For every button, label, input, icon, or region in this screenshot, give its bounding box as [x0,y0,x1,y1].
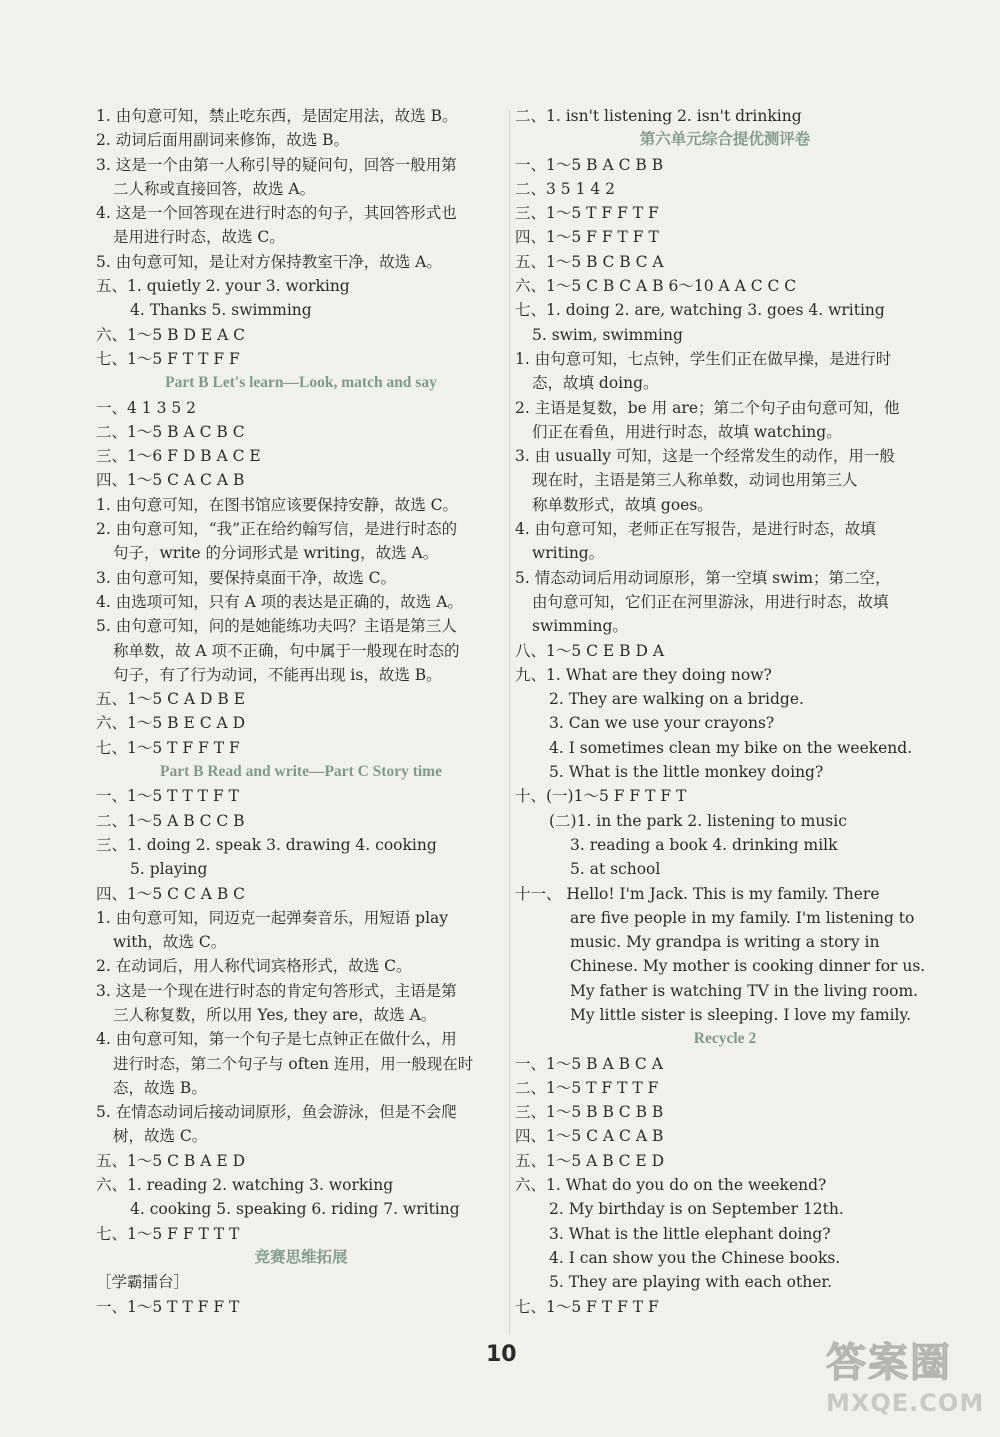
answer-line: writing。 [532,544,605,563]
answer-line: 3. 这是一个由第一人称引导的疑问句，回答一般用第 [96,155,457,174]
answer-line: 3. 由 usually 可知，这是一个经常发生的动作，用一般 [515,447,895,466]
answer-line: 九、1. What are they doing now? [515,665,772,684]
answer-line: 4. 这是一个回答现在进行时态的句子，其回答形式也 [96,204,457,223]
answer-line: 五、1～5 B C B C A [515,252,664,271]
answer-line: 称单数，故 A 项不正确，句中属于一般现在时态的 [113,641,460,660]
answer-line: swimming。 [532,617,628,636]
answer-line: 六、1. reading 2. watching 3. working [96,1176,394,1195]
answer-line: 二、1～5 T F T T F [515,1078,659,1097]
answer-line: 是用进行时态，故选 C。 [113,228,285,247]
page-number: 10 [486,1342,517,1367]
answer-line: 2. 主语是复数，be 用 are；第二个句子由句意可知，他 [515,398,900,417]
answer-line: 5. What is the little monkey doing? [549,763,824,782]
answer-line: 1. 由句意可知，七点钟，学生们正在做早操，是进行时 [515,349,892,368]
answer-line: My little sister is sleeping. I love my family. [570,1005,912,1024]
answer-line: 三、1～5 T F F T F [515,204,659,223]
watermark-url: MXQE.COM [826,1389,985,1417]
answer-line: 2. 在动词后，用人称代词宾格形式，故选 C。 [96,957,412,976]
answer-line: 4. Thanks 5. swimming [130,301,312,320]
answer-line: 5. 在情态动词后接动词原形，鱼会游泳，但是不会爬 [96,1103,457,1122]
answer-line: 4. 由句意可知，第一个句子是七点钟正在做什么，用 [96,1030,457,1049]
answer-line: 4. cooking 5. speaking 6. riding 7. writing [130,1200,460,1219]
answer-line: 们正在看鱼，用进行时态，故填 watching。 [532,422,842,441]
section-heading: 竞赛思维拓展 [254,1248,348,1266]
answer-line: 一、1～5 T T F F T [96,1297,240,1316]
answer-line: 2. 由句意可知，“我”正在给约翰写信，是进行时态的 [96,520,458,539]
answer-line: 5. They are playing with each other. [549,1273,833,1292]
answer-line: 称单数形式，故填 goes。 [532,495,713,514]
answer-line: 3. 这是一个现在进行时态的肯定句答形式，主语是第 [96,981,457,1000]
answer-line: 3. reading a book 4. drinking milk [570,835,838,854]
answer-line: 六、1～5 B D E A C [96,325,246,344]
answer-line: 2. 动词后面用副词来修饰，故选 B。 [96,131,350,150]
answer-line: with，故选 C。 [113,933,227,952]
watermark-title: 答案圈 [826,1340,952,1386]
answer-line: 1. 由句意可知，禁止吃东西，是固定用法，故选 B。 [96,107,458,125]
answer-line: 2. My birthday is on September 12th. [549,1200,844,1219]
answer-line: 2. They are walking on a bridge. [549,690,804,709]
answer-line: 十一、 Hello! I'm Jack. This is my family. There [515,884,880,903]
section-heading: Part B Let's learn—Look, match and say [165,374,437,392]
answer-line: 七、1～5 F T F T F [515,1297,659,1316]
answer-line: 七、1～5 T F F T F [96,738,240,757]
answer-line: 五、1. quietly 2. your 3. working [96,277,350,296]
answer-line: 三、1. doing 2. speak 3. drawing 4. cooking [96,835,437,854]
answer-line: 一、1～5 B A C B B [515,155,664,174]
answer-line: 进行时态，第二个句子与 often 连用，用一般现在时 [113,1054,474,1073]
answer-line: 一、1～5 B A B C A [515,1054,663,1073]
answer-line: 5. at school [570,860,661,879]
section-heading: Part B Read and write—Part C Story time [160,763,442,781]
answer-line: 六、1～5 C B C A B 6～10 A A C C C [515,277,797,296]
watermark-logo [826,1338,992,1430]
answer-line: 五、1～5 C B A E D [96,1151,246,1170]
answer-line: ［学霸擂台］ [96,1273,190,1292]
answer-line: 3. 由句意可知，要保持桌面干净，故选 C。 [96,568,397,587]
answer-line: 5. swim, swimming [532,325,683,344]
answer-line: 八、1～5 C E B D A [515,641,665,660]
right-column [515,104,935,1319]
answer-line: 七、1～5 F F T T T [96,1224,240,1243]
answer-line: 由句意可知，它们正在河里游泳，用进行时态，故填 [532,592,889,611]
section-heading: 第六单元综合提优测评卷 [639,131,811,149]
answer-line: 六、1. What do you do on the weekend? [515,1176,827,1195]
answer-line: 三、1～5 B B C B B [515,1103,664,1122]
answer-line: 三人称复数，所以用 Yes, they are，故选 A。 [113,1005,437,1024]
answer-line: 二、1～5 B A C B C [96,422,245,441]
answer-line: 5. playing [130,860,208,879]
answer-line: 句子，write 的分词形式是 writing，故选 A。 [113,544,439,563]
answer-line: 5. 情态动词后用动词原形，第一空填 swim；第二空， [515,568,891,587]
answer-line: 六、1～5 B E C A D [96,714,246,733]
answer-line: 一、4 1 3 5 2 [96,398,197,417]
answer-line: 3. What is the little elephant doing? [549,1224,831,1243]
answer-line: 现在时，主语是第三人称单数，动词也用第三人 [532,471,858,490]
answer-line: music. My grandpa is writing a story in [570,933,880,952]
answer-line: 1. 由句意可知，同迈克一起弹奏音乐，用短语 play [96,908,449,927]
answer-line: 4. I can show you the Chinese books. [549,1248,841,1267]
answer-line: 二人称或直接回答，故选 A。 [113,179,316,198]
answer-line: 五、1～5 C A D B E [96,690,246,709]
answer-line: 1. 由句意可知，在图书馆应该要保持安静，故选 C。 [96,495,459,514]
answer-line: Chinese. My mother is cooking dinner for us. [570,957,926,976]
answer-line: 四、1～5 C A C A B [515,1127,664,1146]
answer-line: 4. 由句意可知，老师正在写报告，是进行时态，故填 [515,520,876,539]
answer-line: 五、1～5 A B C E D [515,1151,665,1170]
answer-line: 二、1. isn't listening 2. isn't drinking [515,107,802,125]
answer-line: 4. 由选项可知，只有 A 项的表达是正确的，故选 A。 [96,592,463,611]
answer-line: 七、1. doing 2. are, watching 3. goes 4. writing [515,301,885,320]
answer-line: (二)1. in the park 2. listening to music [549,811,847,830]
answer-line: 十、(一)1～5 F F T F T [515,787,687,806]
answer-line: 四、1～5 C C A B C [96,884,246,903]
answer-line: 七、1～5 F T T F F [96,349,240,368]
answer-line: 二、3 5 1 4 2 [515,179,616,198]
section-heading: Recycle 2 [693,1030,757,1048]
column-divider [509,110,510,1335]
answer-line: My father is watching TV in the living room. [570,981,919,1000]
answer-line: 二、1～5 A B C C B [96,811,245,830]
answer-line: 5. 由句意可知，问的是她能练功夫吗？主语是第三人 [96,617,457,636]
answer-line: are five people in my family. I'm listening to [570,908,915,927]
answer-line: 4. I sometimes clean my bike on the weekend. [549,738,913,757]
left-column [96,104,506,1319]
answer-line: 一、1～5 T T T F T [96,787,239,806]
answer-line: 四、1～5 F F T F T [515,228,659,247]
answer-line: 三、1～6 F D B A C E [96,447,261,466]
answer-line: 3. Can we use your crayons? [549,714,775,733]
answer-line: 5. 由句意可知，是让对方保持教室干净，故选 A。 [96,252,442,271]
answer-line: 句子，有了行为动词，不能再出现 is，故选 B。 [113,665,442,684]
answer-line: 树，故选 C。 [113,1127,208,1146]
answer-line: 态，故填 doing。 [532,374,659,393]
answer-line: 四、1～5 C A C A B [96,471,245,490]
answer-line: 态，故选 B。 [113,1078,207,1097]
